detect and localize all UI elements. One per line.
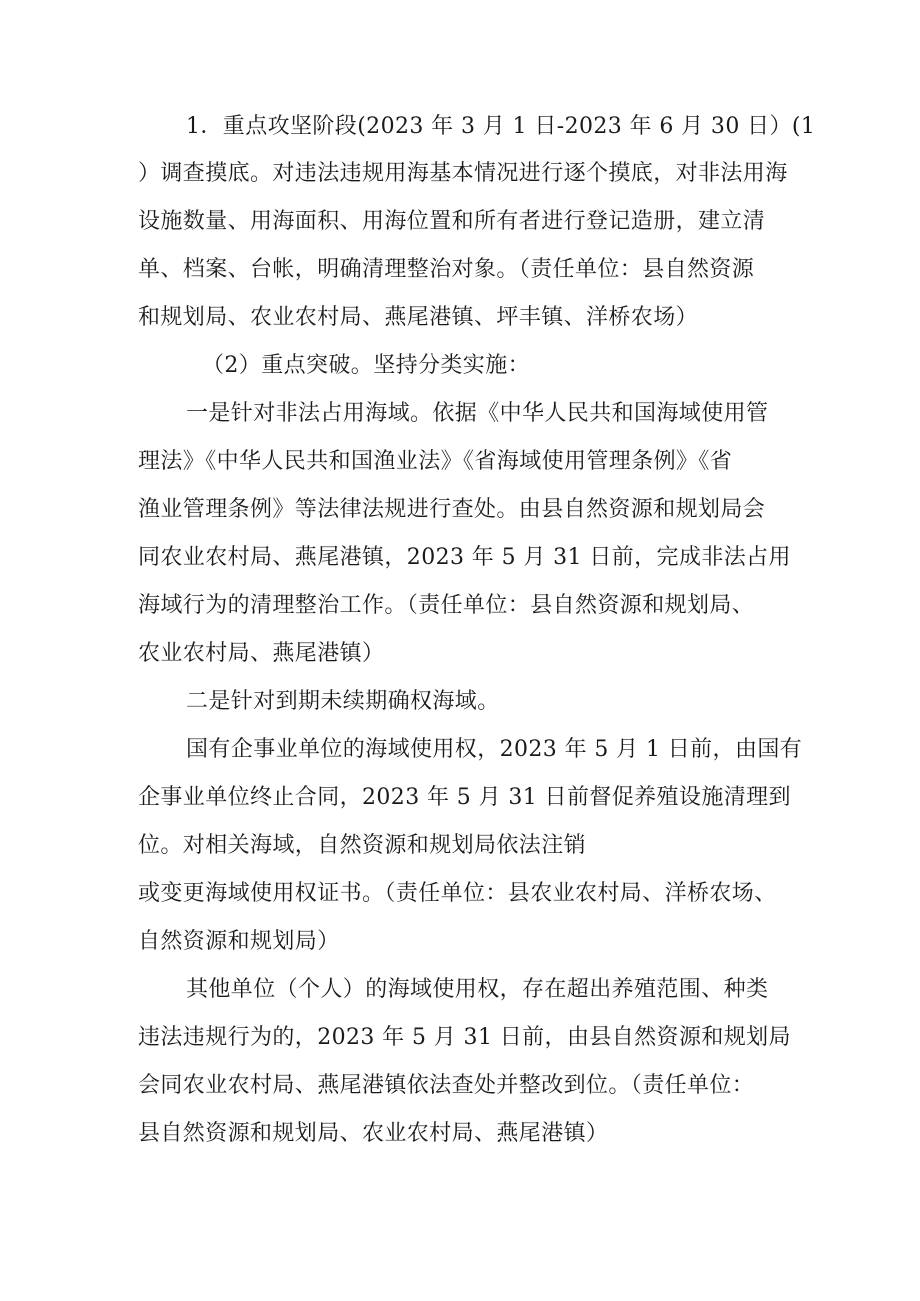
text-line: 或变更海域使用权证书。（责任单位：县农业农村局、洋桥农场、 — [138, 881, 777, 906]
text-line: 1．重点攻坚阶段(2023 年 3 月 1 日-2023 年 6 月 30 日）(1 — [186, 114, 816, 139]
text-line: 自然资源和规划局） — [138, 929, 340, 954]
text-line: 二是针对到期未续期确权海域。 — [186, 689, 500, 714]
text-line: 设施数量、用海面积、用海位置和所有者进行登记造册，建立清 — [138, 209, 766, 234]
text-line: 国有企事业单位的海域使用权，2023 年 5 月 1 日前，由国有 — [186, 737, 803, 762]
text-line: 位。对相关海域，自然资源和规划局依法注销 — [138, 833, 587, 858]
text-line: 同农业农村局、燕尾港镇，2023 年 5 月 31 日前，完成非法占用 — [138, 545, 791, 570]
text-line: ）调查摸底。对违法违规用海基本情况进行逐个摸底，对非法用海 — [138, 161, 788, 186]
text-line: 和规划局、农业农村局、燕尾港镇、坪丰镇、洋桥农场） — [138, 305, 699, 330]
text-line: 渔业管理条例》等法律法规进行查处。由县自然资源和规划局会 — [138, 497, 766, 522]
text-line: 其他单位（个人）的海域使用权，存在超出养殖范围、种类 — [186, 977, 769, 1002]
text-line: 单、档案、台帐，明确清理整治对象。（责任单位：县自然资源 — [138, 257, 755, 282]
text-line: 一是针对非法占用海域。依据《中华人民共和国海域使用管 — [186, 401, 769, 426]
text-line: 农业农村局、燕尾港镇） — [138, 641, 385, 666]
text-line: 会同农业农村局、燕尾港镇依法查处并整改到位。（责任单位： — [138, 1073, 755, 1098]
text-line: （2）重点突破。坚持分类实施： — [202, 353, 530, 378]
text-line: 违法违规行为的，2023 年 5 月 31 日前，由县自然资源和规划局 — [138, 1025, 791, 1050]
text-line: 县自然资源和规划局、农业农村局、燕尾港镇） — [138, 1121, 609, 1146]
text-line: 企事业单位终止合同，2023 年 5 月 31 日前督促养殖设施清理到 — [138, 785, 791, 810]
text-line: 海域行为的清理整治工作。（责任单位：县自然资源和规划局、 — [138, 593, 755, 618]
text-line: 理法》《中华人民共和国渔业法》《省海域使用管理条例》《省 — [138, 449, 733, 474]
